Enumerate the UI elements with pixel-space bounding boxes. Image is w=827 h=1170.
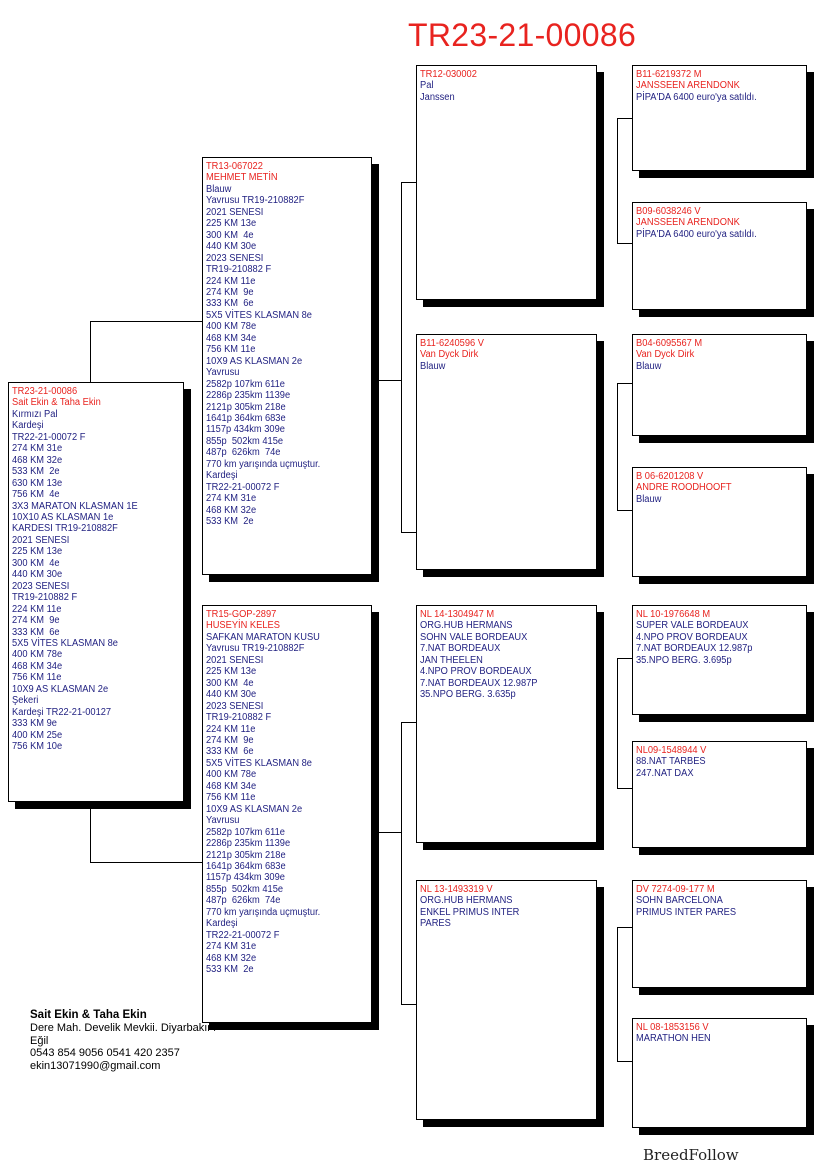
breeder-info xyxy=(30,1008,260,1072)
connector xyxy=(617,510,633,511)
great-grandparent-box xyxy=(632,202,807,310)
pedigree-line: 756 KM 11e xyxy=(206,792,256,804)
pedigree-line: ORG.HUB HERMANS xyxy=(420,895,513,907)
pedigree-line: 2286p 235km 1139e xyxy=(206,838,291,850)
pedigree-line: 533 KM 2e xyxy=(206,964,254,976)
great-grandparent-box xyxy=(632,334,807,436)
pedigree-line: 333 KM 9e xyxy=(12,718,57,730)
pedigree-line: 10X10 AS KLASMAN 1e xyxy=(12,511,114,523)
owner-name: MEHMET METİN xyxy=(206,172,278,184)
connector xyxy=(617,927,633,928)
pedigree-line: Pal xyxy=(420,80,434,92)
pedigree-line: 2121p 305km 218e xyxy=(206,849,286,861)
pedigree-line: 400 KM 78e xyxy=(206,321,257,333)
connector xyxy=(401,722,402,1004)
pedigree-line: Yavrusu TR19-210882F xyxy=(206,195,305,207)
pedigree-line: 10X9 AS KLASMAN 2e xyxy=(206,803,303,815)
pedigree-line: 7.NAT BORDEAUX 12.987P xyxy=(420,677,538,689)
pedigree-line: 88.NAT TARBES xyxy=(636,756,706,768)
ring-number: DV 7274-09-177 M xyxy=(636,884,715,895)
breeder-city: Eğil xyxy=(30,1034,49,1047)
connector xyxy=(401,722,417,723)
pedigree-line: 274 KM 31e xyxy=(12,443,63,455)
pedigree-line: 225 KM 13e xyxy=(206,218,257,230)
dam-box xyxy=(202,605,372,1023)
pedigree-line: 5X5 VİTES KLASMAN 8e xyxy=(206,757,312,769)
owner-name: Van Dyck Dirk xyxy=(636,349,695,361)
ring-number: TR12-030002 xyxy=(420,69,477,80)
owner-name: ANDRE ROODHOOFT xyxy=(636,482,732,494)
pedigree-line: 770 km yarışında uçmuştur. xyxy=(206,458,321,470)
pedigree-line: 533 KM 2e xyxy=(12,466,60,478)
connector xyxy=(379,832,401,833)
pedigree-line: PİPA'DA 6400 euro'ya satıldı. xyxy=(636,91,757,103)
pedigree-line: PRIMUS INTER PARES xyxy=(636,906,737,918)
sire-sire-box xyxy=(416,65,597,300)
connector xyxy=(90,321,91,383)
pedigree-line: 224 KM 11e xyxy=(12,603,62,615)
pedigree-line: Blauw xyxy=(206,183,232,195)
connector xyxy=(617,788,633,789)
ring-number: NL 08-1853156 V xyxy=(636,1022,709,1033)
ring-number: B09-6038246 V xyxy=(636,206,701,217)
pedigree-line: 300 KM 4e xyxy=(206,229,254,241)
breeder-email[interactable]: ekin13071990@gmail.com xyxy=(30,1059,161,1072)
great-grandparent-box xyxy=(632,467,807,577)
pedigree-line: SAFKAN MARATON KUSU xyxy=(206,631,320,643)
connector xyxy=(617,118,633,119)
owner-name: Van Dyck Dirk xyxy=(420,349,479,361)
pedigree-line: 300 KM 4e xyxy=(206,677,254,689)
connector xyxy=(401,532,417,533)
pedigree-line: 400 KM 78e xyxy=(12,649,63,661)
pedigree-line: 2121p 305km 218e xyxy=(206,401,286,413)
pedigree-line: 225 KM 13e xyxy=(12,546,63,558)
connector xyxy=(617,118,618,243)
great-grandparent-box xyxy=(632,880,807,988)
connector xyxy=(401,182,417,183)
great-grandparent-box xyxy=(632,605,807,715)
pedigree-line: 224 KM 11e xyxy=(206,275,256,287)
pedigree-line: 1641p 364km 683e xyxy=(206,412,286,424)
pedigree-line: Kırmızı Pal xyxy=(12,408,58,420)
connector xyxy=(617,1061,633,1062)
pedigree-line: 2023 SENESI xyxy=(12,580,70,592)
pedigree-line: TR19-210882 F xyxy=(12,592,78,604)
pedigree-line: 468 KM 34e xyxy=(206,780,257,792)
pedigree-line: 1157p 434km 309e xyxy=(206,424,285,436)
connector xyxy=(90,862,203,863)
pedigree-line: 333 KM 6e xyxy=(12,626,60,638)
ring-number: NL 14-1304947 M xyxy=(420,609,495,620)
pedigree-line: 468 KM 32e xyxy=(206,504,257,516)
ring-number: B11-6240596 V xyxy=(420,338,484,349)
connector xyxy=(90,808,91,862)
great-grandparent-box xyxy=(632,65,807,171)
connector xyxy=(617,658,618,788)
pedigree-line: 5X5 VİTES KLASMAN 8e xyxy=(206,309,312,321)
pedigree-line: TR19-210882 F xyxy=(206,264,272,276)
pedigree-line: 2021 SENESI xyxy=(206,206,264,218)
pedigree-line: 756 KM 10e xyxy=(12,741,63,753)
connector xyxy=(617,927,618,1061)
pedigree-line: 440 KM 30e xyxy=(206,241,257,253)
pedigree-line: 1641p 364km 683e xyxy=(206,860,286,872)
pedigree-line: KARDESI TR19-210882F xyxy=(12,523,118,535)
pedigree-line: 440 KM 30e xyxy=(12,569,63,581)
pedigree-line: 300 KM 4e xyxy=(12,557,60,569)
pedigree-line: 5X5 VİTES KLASMAN 8e xyxy=(12,637,118,649)
pedigree-line: 440 KM 30e xyxy=(206,689,257,701)
connector xyxy=(401,182,402,532)
pedigree-line: 468 KM 32e xyxy=(12,454,63,466)
pedigree-line: PİPA'DA 6400 euro'ya satıldı. xyxy=(636,228,757,240)
pedigree-line: Blauw xyxy=(420,360,446,372)
pedigree-line: 2021 SENESI xyxy=(206,654,264,666)
pedigree-line: Janssen xyxy=(420,91,455,103)
breeder-phones: 0543 854 9056 0541 420 2357 xyxy=(30,1047,180,1059)
pedigree-line: 7.NAT BORDEAUX 12.987p xyxy=(636,643,753,655)
pedigree-line: Şekeri xyxy=(12,695,39,707)
pedigree-line: 770 km yarışında uçmuştur. xyxy=(206,906,321,918)
pedigree-line: 333 KM 6e xyxy=(206,746,254,758)
pedigree-line: 35.NPO BERG. 3.695p xyxy=(636,654,732,666)
connector xyxy=(617,243,633,244)
pedigree-line: SOHN BARCELONA xyxy=(636,895,723,907)
ring-number: TR13-067022 xyxy=(206,161,263,172)
breeder-address: Dere Mah. Develik Mevkii. Diyarbakır / xyxy=(30,1022,218,1034)
pedigree-line: 756 KM 11e xyxy=(206,344,256,356)
pedigree-line: 2286p 235km 1139e xyxy=(206,390,291,402)
connector xyxy=(90,321,203,322)
pedigree-line: 274 KM 9e xyxy=(12,615,60,627)
pedigree-line: SUPER VALE BORDEAUX xyxy=(636,620,749,632)
pedigree-line: 2023 SENESI xyxy=(206,700,264,712)
pedigree-line: 274 KM 9e xyxy=(206,286,254,298)
owner-name: JANSSEEN ARENDONK xyxy=(636,80,740,92)
pedigree-line: PARES xyxy=(420,918,451,930)
pedigree-line: Kardeşi TR22-21-00127 xyxy=(12,706,112,718)
connector xyxy=(401,1004,417,1005)
pedigree-line: 468 KM 32e xyxy=(206,952,257,964)
ring-number: B04-6095567 M xyxy=(636,338,703,349)
breeder-name: Sait Ekin & Taha Ekin xyxy=(30,1009,147,1021)
pedigree-line: 400 KM 78e xyxy=(206,769,257,781)
pedigree-title: TR23-21-00086 xyxy=(408,17,637,53)
great-grandparent-box xyxy=(632,741,807,848)
pedigree-line: 2023 SENESI xyxy=(206,252,264,264)
pedigree-line: ENKEL PRIMUS INTER xyxy=(420,906,520,918)
pedigree-line: 468 KM 34e xyxy=(12,660,63,672)
ring-number: B 06-6201208 V xyxy=(636,471,704,482)
pedigree-line: 2021 SENESI xyxy=(12,534,70,546)
pedigree-line: 756 KM 4e xyxy=(12,489,60,501)
pedigree-line: TR22-21-00072 F xyxy=(206,481,280,493)
pedigree-line: TR19-210882 F xyxy=(206,712,272,724)
pedigree-line: 224 KM 11e xyxy=(206,723,256,735)
pedigree-line: 333 KM 6e xyxy=(206,298,254,310)
pedigree-line: Kardeşi xyxy=(12,420,44,432)
owner-name: HUSEYİN KELES xyxy=(206,620,280,632)
pedigree-line: 487p 626km 74e xyxy=(206,447,281,459)
pedigree-line: 10X9 AS KLASMAN 2e xyxy=(12,683,109,695)
pedigree-line: 10X9 AS KLASMAN 2e xyxy=(206,355,303,367)
pedigree-line: 533 KM 2e xyxy=(206,516,254,528)
pedigree-line: 274 KM 9e xyxy=(206,734,254,746)
pedigree-line: Yavrusu xyxy=(206,815,240,827)
sire-dam-box xyxy=(416,334,597,570)
owner-name: Sait Ekin & Taha Ekin xyxy=(12,397,101,409)
pedigree-line: 400 KM 25e xyxy=(12,729,63,741)
pedigree-line: TR22-21-00072 F xyxy=(206,929,280,941)
pedigree-line: SOHN VALE BORDEAUX xyxy=(420,631,528,643)
pedigree-line: 35.NPO BERG. 3.635p xyxy=(420,689,516,701)
great-grandparent-box xyxy=(632,1018,807,1128)
pedigree-line: 3X3 MARATON KLASMAN 1E xyxy=(12,500,138,512)
pedigree-line: 1157p 434km 309e xyxy=(206,872,285,884)
pedigree-line: ORG.HUB HERMANS xyxy=(420,620,513,632)
ring-number: NL 13-1493319 V xyxy=(420,884,493,895)
pedigree-line: 7.NAT BORDEAUX xyxy=(420,643,501,655)
brand-logo: BreedFollow xyxy=(643,1146,739,1164)
pedigree-line: JAN THEELEN xyxy=(420,654,483,666)
subject-box xyxy=(8,382,184,802)
pedigree-line: 4.NPO PROV BORDEAUX xyxy=(636,631,748,643)
pedigree-line: Kardeşi xyxy=(206,470,238,482)
pedigree-line: 4.NPO PROV BORDEAUX xyxy=(420,666,532,678)
pedigree-line: 2582p 107km 611e xyxy=(206,826,285,838)
dam-sire-box xyxy=(416,605,597,843)
pedigree-line: Blauw xyxy=(636,360,662,372)
connector xyxy=(379,380,401,381)
ring-number: TR15-GOP-2897 xyxy=(206,609,277,620)
pedigree-line: MARATHON HEN xyxy=(636,1033,711,1045)
connector xyxy=(617,383,618,510)
pedigree-line: 225 KM 13e xyxy=(206,666,257,678)
pedigree-line: Blauw xyxy=(636,493,662,505)
ring-number: NL09-1548944 V xyxy=(636,745,707,756)
pedigree-line: 855p 502km 415e xyxy=(206,435,284,447)
sire-box xyxy=(202,157,372,575)
dam-dam-box xyxy=(416,880,597,1120)
pedigree-line: 274 KM 31e xyxy=(206,493,257,505)
pedigree-line: 274 KM 31e xyxy=(206,941,257,953)
connector xyxy=(617,383,633,384)
pedigree-line: Kardeşi xyxy=(206,918,238,930)
ring-number: TR23-21-00086 xyxy=(12,386,78,397)
pedigree-line: 468 KM 34e xyxy=(206,332,257,344)
pedigree-line: 247.NAT DAX xyxy=(636,767,694,779)
pedigree-line: TR22-21-00072 F xyxy=(12,431,86,443)
ring-number: B11-6219372 M xyxy=(636,69,702,80)
owner-name: JANSSEEN ARENDONK xyxy=(636,217,740,229)
pedigree-line: Yavrusu xyxy=(206,367,240,379)
pedigree-line: 2582p 107km 611e xyxy=(206,378,285,390)
pedigree-line: 855p 502km 415e xyxy=(206,883,284,895)
pedigree-line: 630 KM 13e xyxy=(12,477,63,489)
connector xyxy=(617,658,633,659)
pedigree-line: Yavrusu TR19-210882F xyxy=(206,643,305,655)
pedigree-line: 756 KM 11e xyxy=(12,672,62,684)
ring-number: NL 10-1976648 M xyxy=(636,609,711,620)
pedigree-line: 487p 626km 74e xyxy=(206,895,281,907)
